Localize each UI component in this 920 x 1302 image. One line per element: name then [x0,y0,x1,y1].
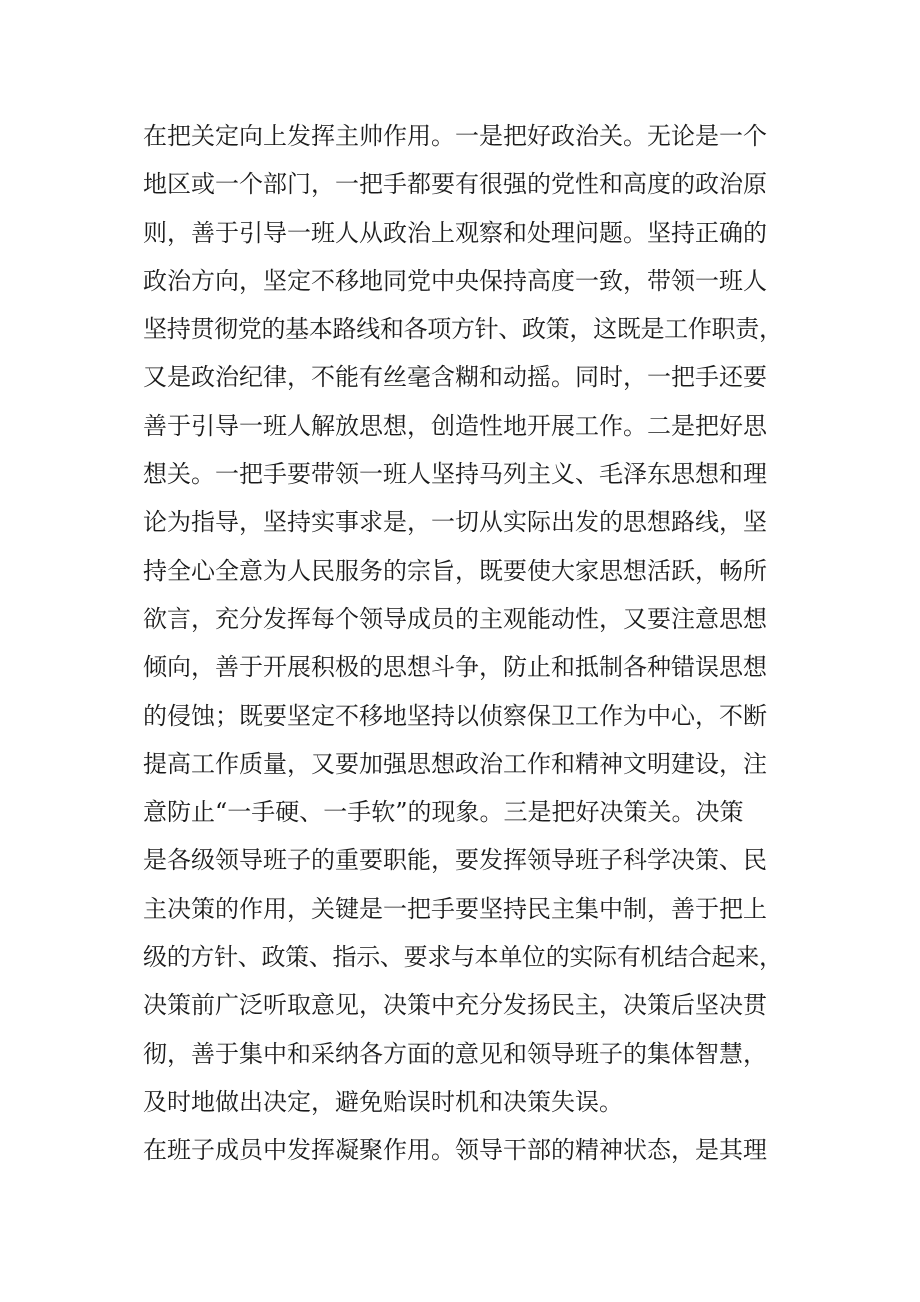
paragraph-1 [143,112,783,1126]
text-line: 彻，善于集中和采纳各方面的意见和领导班子的集体智慧， [143,1039,767,1068]
text-line: 政治方向，坚定不移地同党中央保持高度一致，带领一班人 [143,266,767,295]
text-line: 在班子成员中发挥凝聚作用。领导干部的精神状态，是其理 [143,1136,767,1165]
text-line: 主决策的作用，关键是一把手要坚持民主集中制，善于把上 [143,894,767,923]
text-line: 持全心全意为人民服务的宗旨，既要使大家思想活跃，畅所 [143,556,767,585]
body-text [143,112,783,1175]
text-line: 级的方针、政策、指示、要求与本单位的实际有机结合起来， [143,943,783,972]
text-line: 想关。一把手要带领一班人坚持马列主义、毛泽东思想和理 [143,460,767,489]
text-line: 善于引导一班人解放思想，创造性地开展工作。二是把好思 [143,411,767,440]
text-line: 决策前广泛听取意见，决策中充分发扬民主，决策后坚决贯 [143,991,767,1020]
paragraph-2 [143,1126,783,1174]
text-line: 倾向，善于开展积极的思想斗争，防止和抵制各种错误思想 [143,653,767,682]
text-line: 论为指导，坚持实事求是，一切从实际出发的思想路线，坚 [143,508,767,537]
text-line: 坚持贯彻党的基本路线和各项方针、政策，这既是工作职责， [143,315,783,344]
text-line: 提高工作质量，又要加强思想政治工作和精神文明建设，注 [143,749,767,778]
text-line: 意防止“一手硬、一手软”的现象。三是把好决策关。决策 [143,798,744,827]
text-line: 则，善于引导一班人从政治上观察和处理问题。坚持正确的 [143,218,767,247]
text-line: 及时地做出决定，避免贻误时机和决策失误。 [143,1087,623,1116]
text-line: 地区或一个部门，一把手都要有很强的党性和高度的政治原 [143,170,767,199]
text-line: 的侵蚀；既要坚定不移地坚持以侦察保卫工作为中心，不断 [143,701,767,730]
text-line: 在把关定向上发挥主帅作用。一是把好政治关。无论是一个 [143,122,767,150]
text-line: 又是政治纪律，不能有丝毫含糊和动摇。同时，一把手还要 [143,363,767,392]
text-line: 欲言，充分发挥每个领导成员的主观能动性，又要注意思想 [143,604,767,633]
text-line: 是各级领导班子的重要职能，要发挥领导班子科学决策、民 [143,846,767,875]
